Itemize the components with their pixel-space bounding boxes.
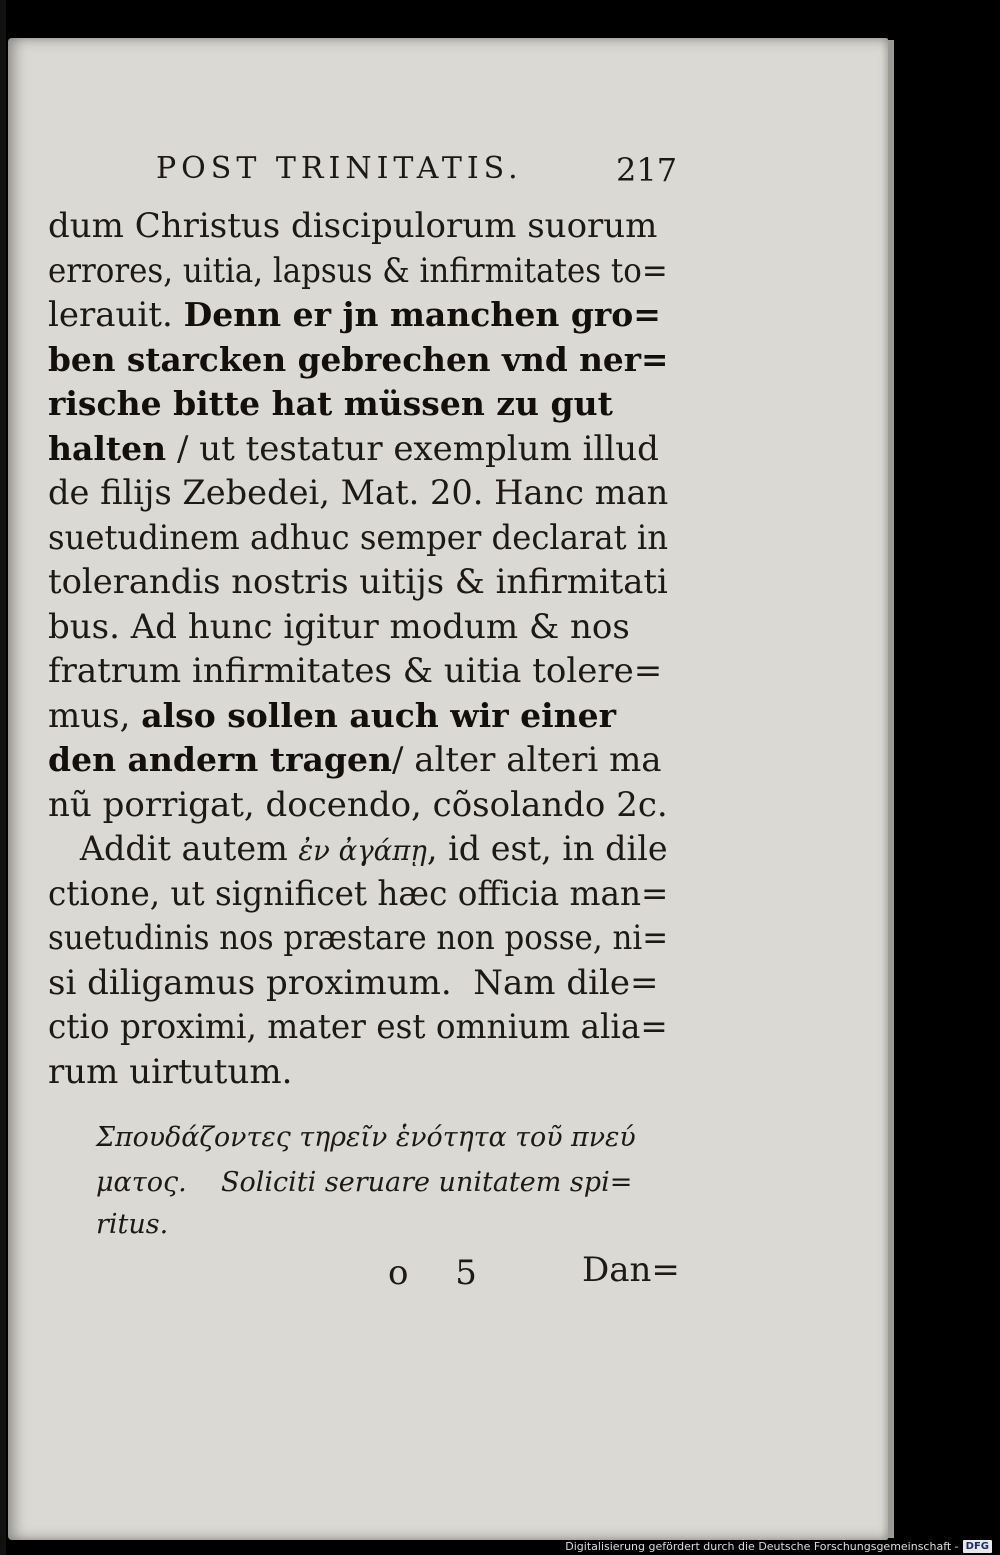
roman-segment: suetudinis nos præstare non posse, ni= bbox=[48, 918, 669, 958]
page-edge bbox=[888, 40, 894, 1538]
text-line bbox=[48, 1007, 668, 1047]
roman-segment: nũ porrigat, docendo, cõsolando 2c. bbox=[48, 784, 668, 825]
text-line bbox=[48, 473, 669, 513]
blackletter-segment: halten bbox=[48, 428, 167, 468]
text-line bbox=[48, 607, 668, 647]
roman-segment: ctio proximi, mater est omnium alia= bbox=[48, 1007, 668, 1047]
greek-note-line: ματος. Soliciti seruare unitatem spi= bbox=[96, 1167, 633, 1198]
text-line bbox=[48, 339, 669, 380]
text-line bbox=[48, 651, 668, 691]
catchword: Dan= bbox=[582, 1250, 680, 1290]
text-line bbox=[48, 918, 669, 958]
text-line bbox=[48, 963, 668, 1003]
footer-credit bbox=[565, 1538, 992, 1555]
roman-segment: ctione, ut significet hæc officia man= bbox=[48, 873, 669, 914]
roman-segment: si diligamus proximum. Nam dile= bbox=[48, 962, 659, 1003]
text-line bbox=[48, 429, 668, 469]
roman-segment: / alter alteri ma bbox=[391, 740, 662, 780]
greek-note-line: ritus. bbox=[96, 1209, 169, 1240]
roman-segment: errores, uitia, lapsus & infirmitates to= bbox=[48, 250, 668, 291]
blackletter-segment: also sollen auch wir einer bbox=[141, 695, 617, 735]
text-line bbox=[48, 250, 668, 291]
roman-segment: tolerandis nostris uitijs & infirmitati bbox=[48, 562, 668, 602]
text-line bbox=[48, 295, 668, 335]
text-line bbox=[48, 1052, 668, 1092]
roman-segment: suetudinem adhuc semper declarat in bbox=[48, 517, 669, 558]
greek-note-line: Σπουδάζοντες τηρεῖν ἑνότητα τοῦ πνεύ bbox=[96, 1122, 636, 1153]
roman-segment: Addit autem bbox=[48, 829, 299, 869]
roman-segment: mus, bbox=[48, 695, 142, 736]
roman-segment: fratrum infirmitates & uitia tolere= bbox=[48, 651, 663, 691]
text-line bbox=[48, 384, 668, 424]
roman-segment: lerauit. bbox=[48, 295, 184, 335]
roman-segment: dum Christus discipulorum suorum bbox=[48, 206, 658, 246]
book-page bbox=[8, 38, 888, 1540]
text-line bbox=[48, 829, 668, 871]
footer-text: Digitalisierung gefördert durch die Deutsche Forschungsgemeinschaft - bbox=[565, 1540, 959, 1553]
roman-segment: , id est, in dile bbox=[426, 829, 668, 869]
text-line bbox=[48, 696, 668, 736]
blackletter-segment: rische bitte hat müssen zu gut bbox=[48, 384, 613, 423]
text-line bbox=[48, 517, 669, 558]
dfg-logo: DFG bbox=[963, 1540, 992, 1553]
greek-segment: ἐν ἀγάπῃ bbox=[298, 834, 427, 867]
roman-segment: / ut testatur exemplum illud bbox=[166, 428, 659, 469]
text-line bbox=[48, 785, 668, 825]
scan-border bbox=[0, 0, 6, 1555]
blackletter-segment: den andern tragen bbox=[48, 740, 392, 779]
signature-mark: o 5 bbox=[388, 1253, 495, 1293]
blackletter-segment: Denn er jn manchen gro= bbox=[183, 295, 661, 334]
running-head: POST TRINITATIS. bbox=[156, 151, 523, 186]
text-line bbox=[48, 873, 669, 914]
blackletter-segment: ben starcken gebrechen vnd ner= bbox=[48, 339, 669, 379]
roman-segment: de filijs Zebedei, Mat. 20. Hanc man bbox=[48, 473, 669, 513]
roman-segment: rum uirtutum. bbox=[48, 1051, 293, 1092]
page-number: 217 bbox=[616, 151, 678, 189]
text-line bbox=[48, 206, 668, 246]
roman-segment: bus. Ad hunc igitur modum & nos bbox=[48, 606, 630, 647]
text-line bbox=[48, 740, 668, 780]
text-line bbox=[48, 562, 668, 602]
